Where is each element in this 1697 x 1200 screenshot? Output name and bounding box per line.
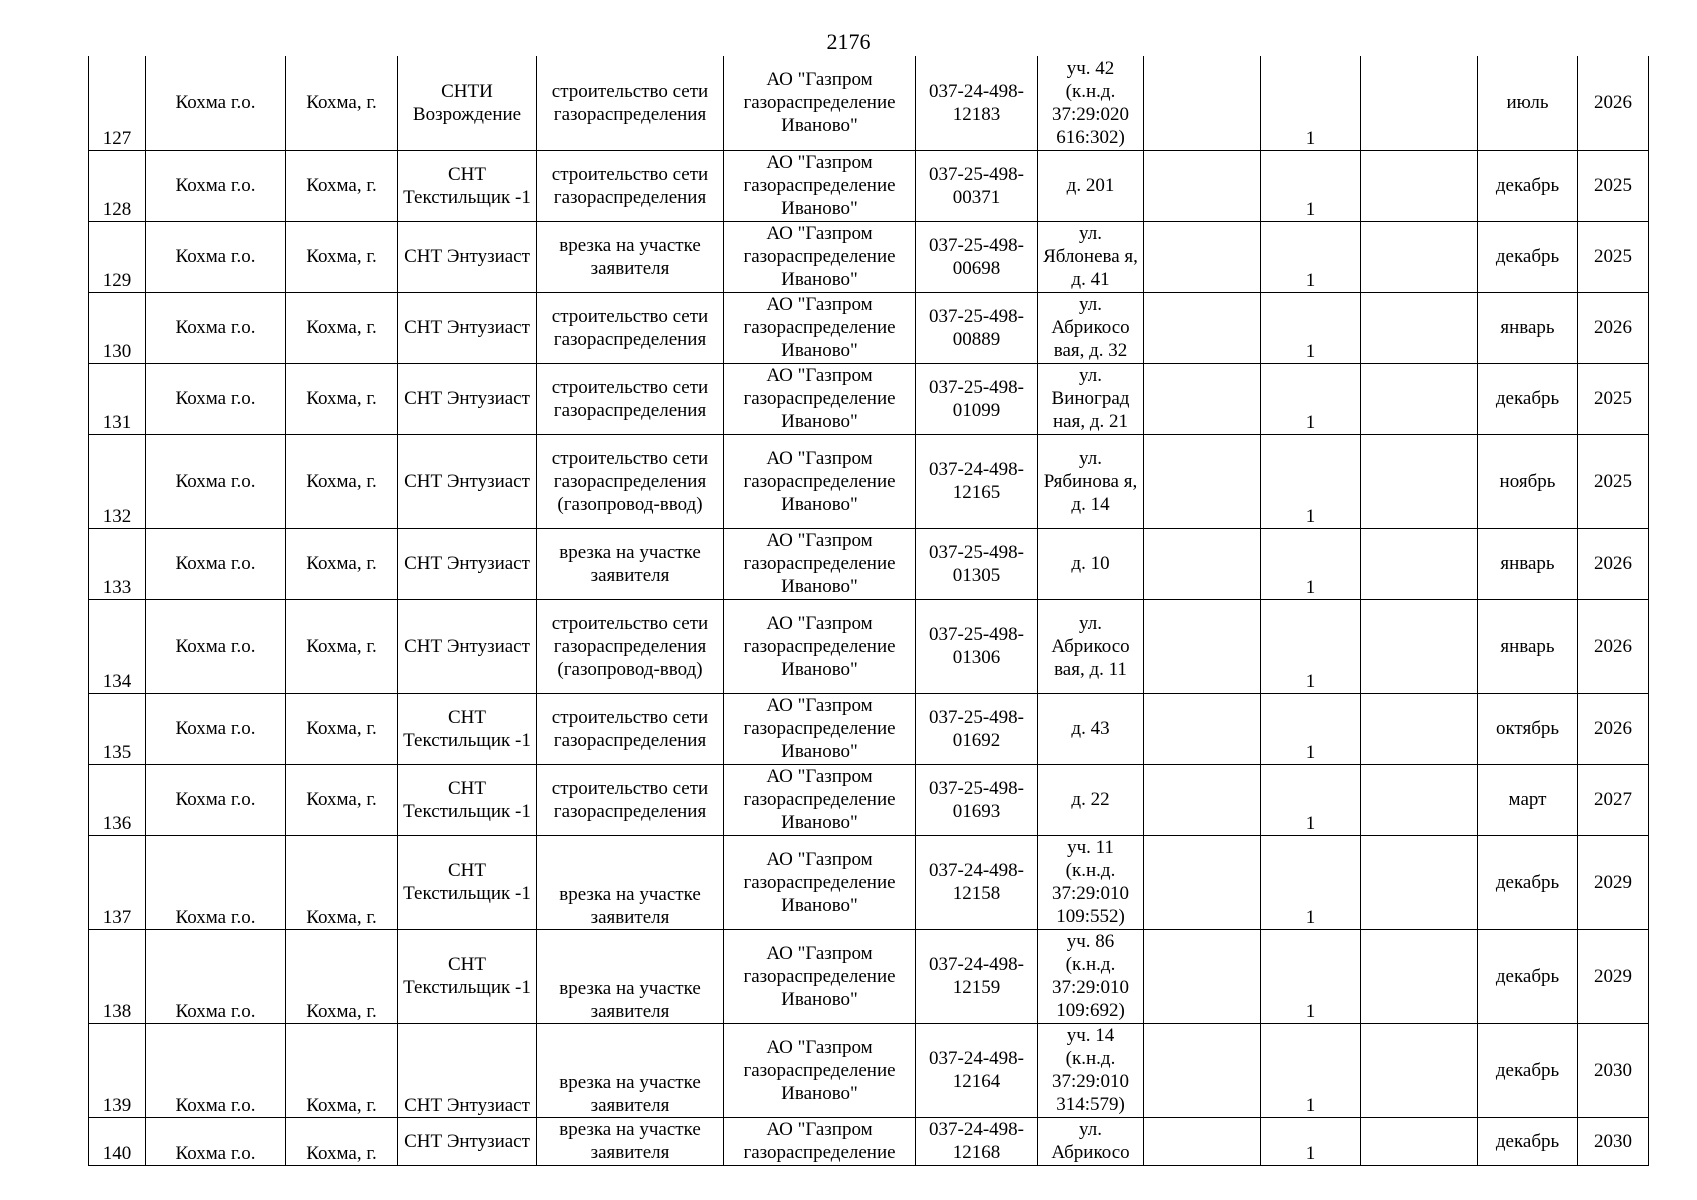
quantity-cell: 1 xyxy=(1261,693,1361,764)
address-cell: уч. 42 (к.н.д. 37:29:020 616:302) xyxy=(1038,56,1144,150)
municipality-cell: Кохма г.о. xyxy=(146,599,286,693)
application-number-cell: 037-24-498-12183 xyxy=(916,56,1038,150)
empty-cell xyxy=(1144,150,1261,221)
application-number-cell: 037-24-498-12168 xyxy=(916,1117,1038,1165)
table-row xyxy=(89,528,1649,599)
page-number: 2176 xyxy=(826,29,871,54)
table-row xyxy=(89,1117,1649,1165)
activity-cell: строительство сети газораспределения (газопровод-ввод) xyxy=(537,599,724,693)
empty-cell xyxy=(1144,1117,1261,1165)
month-cell: декабрь xyxy=(1478,929,1578,1023)
month-cell: июль xyxy=(1478,56,1578,150)
quantity-cell: 1 xyxy=(1261,1023,1361,1117)
address-cell: уч. 86 (к.н.д. 37:29:010 109:692) xyxy=(1038,929,1144,1023)
organization-cell: АО "Газпром газораспределение Иваново" xyxy=(724,221,916,292)
row-number-cell: 140 xyxy=(89,1117,146,1165)
object-cell: СНТ Текстильщик -1 xyxy=(398,764,537,835)
address-cell: уч. 14 (к.н.д. 37:29:010 314:579) xyxy=(1038,1023,1144,1117)
month-cell: март xyxy=(1478,764,1578,835)
application-number-cell: 037-25-498-00889 xyxy=(916,292,1038,363)
table-row xyxy=(89,434,1649,528)
quantity-cell: 1 xyxy=(1261,221,1361,292)
row-number-cell: 137 xyxy=(89,835,146,929)
table-row xyxy=(89,599,1649,693)
empty-cell xyxy=(1144,764,1261,835)
row-number-cell: 127 xyxy=(89,56,146,150)
table-row xyxy=(89,221,1649,292)
empty-cell xyxy=(1144,434,1261,528)
address-cell: ул. Абрикосо вая, д. 32 xyxy=(1038,292,1144,363)
municipality-cell: Кохма г.о. xyxy=(146,56,286,150)
object-cell: СНТИ Возрождение xyxy=(398,56,537,150)
locality-cell: Кохма, г. xyxy=(286,56,398,150)
organization-cell: АО "Газпром газораспределение Иваново" xyxy=(724,929,916,1023)
year-cell: 2029 xyxy=(1578,929,1649,1023)
year-cell: 2025 xyxy=(1578,363,1649,434)
quantity-cell: 1 xyxy=(1261,56,1361,150)
quantity-cell: 1 xyxy=(1261,764,1361,835)
year-cell: 2026 xyxy=(1578,528,1649,599)
organization-cell: АО "Газпром газораспределение Иваново" xyxy=(724,1023,916,1117)
data-table xyxy=(88,56,1649,1166)
organization-cell: АО "Газпром газораспределение Иваново" xyxy=(724,764,916,835)
municipality-cell: Кохма г.о. xyxy=(146,835,286,929)
municipality-cell: Кохма г.о. xyxy=(146,150,286,221)
month-cell: ноябрь xyxy=(1478,434,1578,528)
activity-cell: врезка на участке заявителя xyxy=(537,528,724,599)
quantity-cell: 1 xyxy=(1261,1117,1361,1165)
object-cell: СНТ Энтузиаст xyxy=(398,599,537,693)
year-cell: 2025 xyxy=(1578,434,1649,528)
year-cell: 2030 xyxy=(1578,1117,1649,1165)
empty-cell xyxy=(1361,835,1478,929)
empty-cell xyxy=(1361,1023,1478,1117)
quantity-cell: 1 xyxy=(1261,150,1361,221)
organization-cell: АО "Газпром газораспределение Иваново" xyxy=(724,363,916,434)
month-cell: декабрь xyxy=(1478,221,1578,292)
object-cell: СНТ Энтузиаст xyxy=(398,1117,537,1165)
activity-cell: врезка на участке заявителя xyxy=(537,929,724,1023)
year-cell: 2027 xyxy=(1578,764,1649,835)
municipality-cell: Кохма г.о. xyxy=(146,1117,286,1165)
year-cell: 2030 xyxy=(1578,1023,1649,1117)
table-row xyxy=(89,56,1649,150)
empty-cell xyxy=(1361,599,1478,693)
organization-cell: АО "Газпром газораспределение Иваново" xyxy=(724,599,916,693)
locality-cell: Кохма, г. xyxy=(286,693,398,764)
address-cell: уч. 11 (к.н.д. 37:29:010 109:552) xyxy=(1038,835,1144,929)
locality-cell: Кохма, г. xyxy=(286,599,398,693)
object-cell: СНТ Энтузиаст xyxy=(398,528,537,599)
empty-cell xyxy=(1361,434,1478,528)
year-cell: 2026 xyxy=(1578,292,1649,363)
locality-cell: Кохма, г. xyxy=(286,292,398,363)
locality-cell: Кохма, г. xyxy=(286,1023,398,1117)
quantity-cell: 1 xyxy=(1261,292,1361,363)
year-cell: 2026 xyxy=(1578,693,1649,764)
empty-cell xyxy=(1144,929,1261,1023)
address-cell: д. 10 xyxy=(1038,528,1144,599)
quantity-cell: 1 xyxy=(1261,434,1361,528)
year-cell: 2026 xyxy=(1578,56,1649,150)
municipality-cell: Кохма г.о. xyxy=(146,221,286,292)
locality-cell: Кохма, г. xyxy=(286,929,398,1023)
quantity-cell: 1 xyxy=(1261,835,1361,929)
empty-cell xyxy=(1144,221,1261,292)
object-cell: СНТ Текстильщик -1 xyxy=(398,835,537,929)
activity-cell: врезка на участке заявителя xyxy=(537,221,724,292)
month-cell: декабрь xyxy=(1478,1117,1578,1165)
activity-cell: врезка на участке заявителя xyxy=(537,1117,724,1165)
empty-cell xyxy=(1144,693,1261,764)
empty-cell xyxy=(1144,599,1261,693)
empty-cell xyxy=(1361,150,1478,221)
municipality-cell: Кохма г.о. xyxy=(146,693,286,764)
table-row xyxy=(89,292,1649,363)
empty-cell xyxy=(1361,292,1478,363)
empty-cell xyxy=(1361,363,1478,434)
application-number-cell: 037-24-498-12158 xyxy=(916,835,1038,929)
activity-cell: строительство сети газораспределения xyxy=(537,56,724,150)
object-cell: СНТ Текстильщик -1 xyxy=(398,693,537,764)
row-number-cell: 136 xyxy=(89,764,146,835)
address-cell: ул. Рябинова я, д. 14 xyxy=(1038,434,1144,528)
municipality-cell: Кохма г.о. xyxy=(146,1023,286,1117)
row-number-cell: 138 xyxy=(89,929,146,1023)
address-cell: д. 43 xyxy=(1038,693,1144,764)
row-number-cell: 128 xyxy=(89,150,146,221)
organization-cell: АО "Газпром газораспределение xyxy=(724,1117,916,1165)
table-row xyxy=(89,363,1649,434)
table-row xyxy=(89,929,1649,1023)
application-number-cell: 037-25-498-01692 xyxy=(916,693,1038,764)
municipality-cell: Кохма г.о. xyxy=(146,363,286,434)
address-cell: д. 201 xyxy=(1038,150,1144,221)
empty-cell xyxy=(1144,835,1261,929)
quantity-cell: 1 xyxy=(1261,528,1361,599)
empty-cell xyxy=(1144,56,1261,150)
locality-cell: Кохма, г. xyxy=(286,1117,398,1165)
month-cell: январь xyxy=(1478,528,1578,599)
object-cell: СНТ Энтузиаст xyxy=(398,1023,537,1117)
table-row xyxy=(89,835,1649,929)
empty-cell xyxy=(1361,56,1478,150)
year-cell: 2029 xyxy=(1578,835,1649,929)
application-number-cell: 037-25-498-00371 xyxy=(916,150,1038,221)
activity-cell: строительство сети газораспределения xyxy=(537,150,724,221)
empty-cell xyxy=(1361,528,1478,599)
row-number-cell: 131 xyxy=(89,363,146,434)
row-number-cell: 129 xyxy=(89,221,146,292)
month-cell: январь xyxy=(1478,599,1578,693)
application-number-cell: 037-25-498-01693 xyxy=(916,764,1038,835)
object-cell: СНТ Энтузиаст xyxy=(398,363,537,434)
table-row xyxy=(89,150,1649,221)
quantity-cell: 1 xyxy=(1261,599,1361,693)
month-cell: октябрь xyxy=(1478,693,1578,764)
object-cell: СНТ Энтузиаст xyxy=(398,292,537,363)
locality-cell: Кохма, г. xyxy=(286,764,398,835)
object-cell: СНТ Энтузиаст xyxy=(398,221,537,292)
application-number-cell: 037-24-498-12165 xyxy=(916,434,1038,528)
row-number-cell: 135 xyxy=(89,693,146,764)
address-cell: д. 22 xyxy=(1038,764,1144,835)
row-number-cell: 139 xyxy=(89,1023,146,1117)
month-cell: декабрь xyxy=(1478,835,1578,929)
municipality-cell: Кохма г.о. xyxy=(146,764,286,835)
municipality-cell: Кохма г.о. xyxy=(146,434,286,528)
empty-cell xyxy=(1361,221,1478,292)
organization-cell: АО "Газпром газораспределение Иваново" xyxy=(724,835,916,929)
object-cell: СНТ Текстильщик -1 xyxy=(398,929,537,1023)
organization-cell: АО "Газпром газораспределение Иваново" xyxy=(724,292,916,363)
empty-cell xyxy=(1144,363,1261,434)
municipality-cell: Кохма г.о. xyxy=(146,528,286,599)
locality-cell: Кохма, г. xyxy=(286,221,398,292)
month-cell: декабрь xyxy=(1478,363,1578,434)
object-cell: СНТ Текстильщик -1 xyxy=(398,150,537,221)
locality-cell: Кохма, г. xyxy=(286,434,398,528)
quantity-cell: 1 xyxy=(1261,363,1361,434)
locality-cell: Кохма, г. xyxy=(286,150,398,221)
application-number-cell: 037-24-498-12164 xyxy=(916,1023,1038,1117)
activity-cell: строительство сети газораспределения (газопровод-ввод) xyxy=(537,434,724,528)
row-number-cell: 133 xyxy=(89,528,146,599)
address-cell: ул. Абрикосо вая, д. 11 xyxy=(1038,599,1144,693)
empty-cell xyxy=(1144,1023,1261,1117)
application-number-cell: 037-25-498-01306 xyxy=(916,599,1038,693)
row-number-cell: 130 xyxy=(89,292,146,363)
municipality-cell: Кохма г.о. xyxy=(146,929,286,1023)
municipality-cell: Кохма г.о. xyxy=(146,292,286,363)
row-number-cell: 132 xyxy=(89,434,146,528)
organization-cell: АО "Газпром газораспределение Иваново" xyxy=(724,693,916,764)
table-row xyxy=(89,1023,1649,1117)
table-row xyxy=(89,764,1649,835)
organization-cell: АО "Газпром газораспределение Иваново" xyxy=(724,150,916,221)
month-cell: декабрь xyxy=(1478,150,1578,221)
address-cell: ул. Виноград ная, д. 21 xyxy=(1038,363,1144,434)
activity-cell: строительство сети газораспределения xyxy=(537,764,724,835)
year-cell: 2025 xyxy=(1578,150,1649,221)
activity-cell: врезка на участке заявителя xyxy=(537,835,724,929)
row-number-cell: 134 xyxy=(89,599,146,693)
empty-cell xyxy=(1144,528,1261,599)
table-row xyxy=(89,693,1649,764)
application-number-cell: 037-25-498-00698 xyxy=(916,221,1038,292)
empty-cell xyxy=(1361,1117,1478,1165)
activity-cell: строительство сети газораспределения xyxy=(537,693,724,764)
application-number-cell: 037-25-498-01099 xyxy=(916,363,1038,434)
activity-cell: строительство сети газораспределения xyxy=(537,363,724,434)
application-number-cell: 037-24-498-12159 xyxy=(916,929,1038,1023)
organization-cell: АО "Газпром газораспределение Иваново" xyxy=(724,56,916,150)
organization-cell: АО "Газпром газораспределение Иваново" xyxy=(724,434,916,528)
quantity-cell: 1 xyxy=(1261,929,1361,1023)
empty-cell xyxy=(1361,764,1478,835)
address-cell: ул. Яблонева я, д. 41 xyxy=(1038,221,1144,292)
year-cell: 2025 xyxy=(1578,221,1649,292)
empty-cell xyxy=(1361,929,1478,1023)
organization-cell: АО "Газпром газораспределение Иваново" xyxy=(724,528,916,599)
activity-cell: врезка на участке заявителя xyxy=(537,1023,724,1117)
locality-cell: Кохма, г. xyxy=(286,835,398,929)
activity-cell: строительство сети газораспределения xyxy=(537,292,724,363)
address-cell: ул. Абрикосо xyxy=(1038,1117,1144,1165)
month-cell: январь xyxy=(1478,292,1578,363)
locality-cell: Кохма, г. xyxy=(286,528,398,599)
object-cell: СНТ Энтузиаст xyxy=(398,434,537,528)
locality-cell: Кохма, г. xyxy=(286,363,398,434)
year-cell: 2026 xyxy=(1578,599,1649,693)
month-cell: декабрь xyxy=(1478,1023,1578,1117)
application-number-cell: 037-25-498-01305 xyxy=(916,528,1038,599)
empty-cell xyxy=(1144,292,1261,363)
empty-cell xyxy=(1361,693,1478,764)
